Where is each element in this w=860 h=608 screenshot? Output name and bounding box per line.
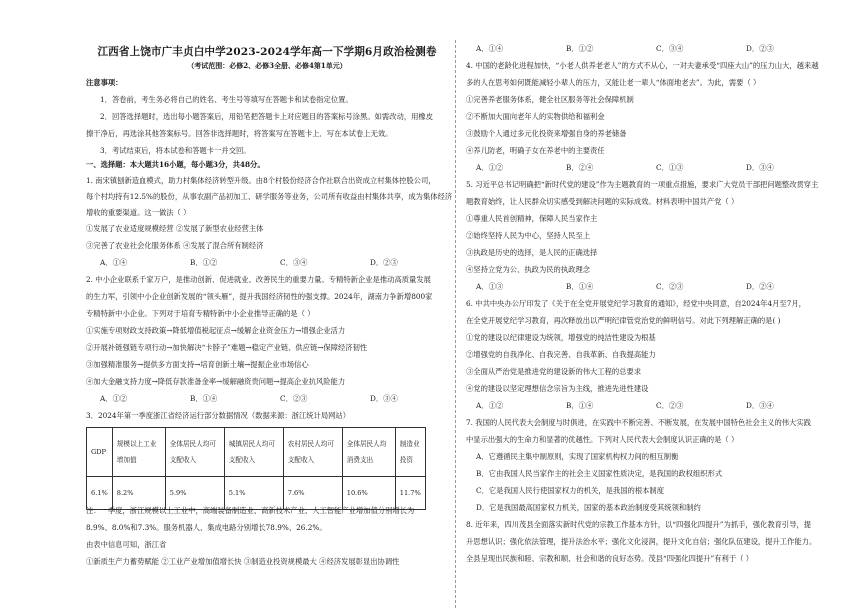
q3-intro: 3．2024年第一季度浙江省经济运行部分数据情况（数据来源：浙江统计局网站） [86,411,351,420]
option-b[interactable]: B．②④ [566,163,594,172]
option-b[interactable]: B．①② [566,44,594,53]
table-header-cell: 制造业投资 [395,428,425,477]
q1-statement: ③完善了农业社会化服务体系 ④发展了混合所有制经济 [86,241,264,250]
q7-stem: 7. 我国的人民代表大会制度与时俱进，在实践中不断完善、不断发展，在发展中国特色社会主义的伟大实践 [466,418,811,427]
q6-options [476,401,836,411]
q6-statement: ④党的建设以坚定理想信念宗旨为主线，推进先进性建设 [466,384,649,393]
q3-note: 8.9%、8.0%和7.3%。服务机器人、集成电路分别增长78.9%、26.2%。 [86,523,327,532]
option-c[interactable]: C．②③ [656,282,684,291]
option-a[interactable]: A．①② [100,394,128,403]
q4-statement: ③鼓励个人通过多元化投资来增强自身的养老储备 [466,129,627,138]
option-a[interactable]: A．①② [476,401,504,410]
table-header-cell: 城镇居民人均可支配收入 [224,428,283,477]
option-d[interactable]: D．③④ [746,401,774,410]
q4-statement: ①完善养老服务体系，健全社区服务等社会保障机制 [466,95,634,104]
option-c[interactable]: C．②③ [656,401,684,410]
option-b[interactable]: B．①④ [566,401,594,410]
q5-stem: 5. 习近平总书记明确把“新时代党的建设”作为主题教育的一项重点措施，要求广大党员干部把问题整改贯穿主 [466,180,819,189]
option-d[interactable]: D．③④ [370,394,398,403]
option-a[interactable]: A．①② [476,163,504,172]
option-c[interactable]: C．①③ [656,163,684,172]
q3-statements: ①新质生产力蓄势赋能 ②工业产业增加值增长快 ③制造业投资规模最大 ④经济发展彰显出协调性 [86,557,400,566]
notice-item: 擦干净后，再选涂其他答案标号。回答非选择题时，将答案写在答题卡上．写在本试卷上无效。 [86,129,393,138]
q7-choice-b[interactable]: B．它由我国人民当家作主的社会主义国家性质决定，是我国的政权组织形式 [476,469,723,478]
q2-options [100,394,460,404]
table-cell: 6.1% [87,477,113,510]
q4-statement: ②不断加大面向老年人的实物供给和福利金 [466,112,605,121]
option-d[interactable]: D．②③ [370,258,398,267]
q8-stem: 8. 近年来，四川茂县全面落实新时代党的宗教工作基本方针，以“四强化四提升”为抓手，强化教育引导，提 [466,520,812,529]
q3-note: 注：一季度，浙江规模以上工业中，高端装备制造业、高新技术产业、人工智能产业增加值分别增长为 [86,506,415,515]
option-a[interactable]: A．①③ [476,282,504,291]
q5-statement: ②始终坚持人民为中心，坚持人民至上 [466,231,591,240]
option-c[interactable]: C．③④ [656,44,684,53]
q1-stem: 1. 南宋镇刨新造血模式，助力村集体经济转型升级。由8个村股份经济合作社联合出资成立村集体控股公司， [86,176,436,185]
notice-item: 3．考试结束后，将本试卷和答题卡一并交回。 [100,146,251,155]
q6-statement: ②增强党的自我净化、自我完善、自我革新、自我提高能力 [466,350,656,359]
q5-statement: ③执政是历史的选择，是人民的正确选择 [466,248,598,257]
table-header-cell: 农村居民人均可支配收入 [283,428,342,477]
q6-statement: ③全面从严治党是推进党的建设新的伟大工程的总要求 [466,367,642,376]
section-heading: 一、选择题：本大题共16小题，每小题3分，共48分。 [86,160,265,169]
table-header-cell: 规模以上工业增加值 [112,428,165,477]
q8-stem: 升思想认识；强化依法管理，提升法治水平；强化文化浸润，提升文化自信；强化队伍建设，提升工作能力。 [466,537,817,546]
q2-chain: ④加大金融支持力度→降低存款准备金率→缓解融资贵问题→提高企业抗风险能力 [86,377,346,386]
q1-stem: 每个村均持有12.5%的股份，从事农副产品初加工、研学服务等业务，公司所有收益由村集体共享，成为集体经济 [86,192,453,201]
option-b[interactable]: B．①④ [190,394,218,403]
page-title: 江西省上饶市广丰贞白中学2023-2024学年高一下学期6月政治检测卷 [97,46,437,58]
q3-options [476,44,836,54]
notice-item: 1．答卷前，考生务必将自己的姓名、考生号等填写在答题卡和试卷指定位置。 [100,95,353,104]
option-c[interactable]: C．③④ [280,258,308,267]
exam-scope: （考试范围：必修2、必修3全册、必修4第1单元） [187,61,347,70]
notice-heading: 注意事项： [86,78,123,87]
q7-choice-c[interactable]: C．它是我国人民行使国家权力的机关，是我国的根本制度 [476,486,665,495]
q2-stem: 专精特新中小企业。下列对于培育专精特新中小企业推导正确的是（ ） [86,309,315,318]
table-header-cell: 全体居民人均消费支出 [342,428,395,477]
notice-item: 2．回答选择题时，选出每小题答案后，用铅笔把答题卡上对应题目的答案标号涂黑。如需改动，用橡皮 [100,112,433,121]
option-b[interactable]: B．①② [190,258,218,267]
option-d[interactable]: D．③④ [746,163,774,172]
column-divider [455,40,456,608]
q4-stem: 4. 中国的老龄化进程加快，“小老人供养老老人”的方式不从心，一对夫妻承受“四座大山”的压力山大，越来越 [466,61,819,70]
q5-stem: 题教育始终，让人民群众切实感受到解决问题的实际成效。材料表明中国共产党（ ） [466,197,739,206]
q5-statement: ①尊重人民首创精神，保障人民当家作主 [466,214,598,223]
q6-statement: ①党的建设以纪律建设为统领，增强党的纯洁性建设为根基 [466,333,656,342]
table-cell: 5.1% [224,477,283,510]
table-header-cell: 全体居民人均可支配收入 [165,428,224,477]
q2-stem: 2. 中小企业联系千家万户，是推动创新、促进就业、改善民生的重要力量。专精特新企业是推动高质量发展 [86,275,431,284]
option-a[interactable]: A．①④ [476,44,504,53]
q1-options [100,258,460,268]
q6-stem: 6. 中共中央办公厅印发了《关于在全党开展党纪学习教育的通知》，经党中央同意，自2024年4月至7月， [466,299,806,308]
q1-statement: ①发展了农业适度规模经营 ②发展了新型农业经营主体 [86,224,264,233]
q2-chain: ①实施专项财政支持政策→降低增值税起征点→缓解企业资金压力→增强企业活力 [86,326,346,335]
q6-stem: 在全党开展党纪学习教育，再次释放出以严明纪律管党治党的鲜明信号。对此下列理解正确的是( ) [466,316,781,325]
q2-stem: 的生力军，引领中小企业创新发展的“领头雁”，提升我国经济韧性的强支撑。2024年，湖南力争新增800家 [86,292,433,301]
q4-stem: 多的人在思考如何既能减轻小辈人的压力，又能让老一辈人“体面地老去”。为此，需要（ ） [466,78,761,87]
table-cell: 8.2% [112,477,165,510]
q3-question: 由表中信息可知，浙江省 [86,540,167,549]
option-b[interactable]: B．①④ [566,282,594,291]
option-c[interactable]: C．②③ [280,394,308,403]
q5-statement: ④坚持立党为公、执政为民的执政理念 [466,265,591,274]
q5-options [476,282,836,292]
table-cell: 7.6% [283,477,342,510]
table-cell: 10.6% [342,477,395,510]
q2-chain: ③加强精准服务→提供多方面支持→培育创新土壤→提振企业市场信心 [86,360,309,369]
option-d[interactable]: D．②③ [746,44,774,53]
q4-options [476,163,836,173]
q7-stem: 中显示出强大的生命力和显著的优越性。下列对人民代表大会制度认识正确的是（ ） [466,435,739,444]
q8-stem: 全县呈现出民族和睦、宗教和顺、社会和谐的良好态势。茂县“四强化四提升”有利于（ ） [466,554,754,563]
q4-statement: ④养儿防老，明确子女在养老中的主要责任 [466,146,605,155]
option-d[interactable]: D．②④ [746,282,774,291]
q2-chain: ②开展补链强链专项行动→加快解决“卡脖子”难题→稳定产业链、供应链→保障经济韧性 [86,343,368,352]
q1-stem: 增收的重要渠道。这一做法（ ） [86,208,191,217]
table-cell: 11.7% [395,477,425,510]
table-cell: 5.9% [165,477,224,510]
table-header-cell: GDP [87,428,113,477]
q7-choice-d[interactable]: D．它是我国最高国家权力机关，国家的基本政治制度受其统领和制约 [476,503,701,512]
economy-table [86,427,426,510]
q7-choice-a[interactable]: A．它遵循民主集中制原则，实现了国家机构权力间的相互制衡 [476,452,679,461]
option-a[interactable]: A．①④ [100,258,128,267]
